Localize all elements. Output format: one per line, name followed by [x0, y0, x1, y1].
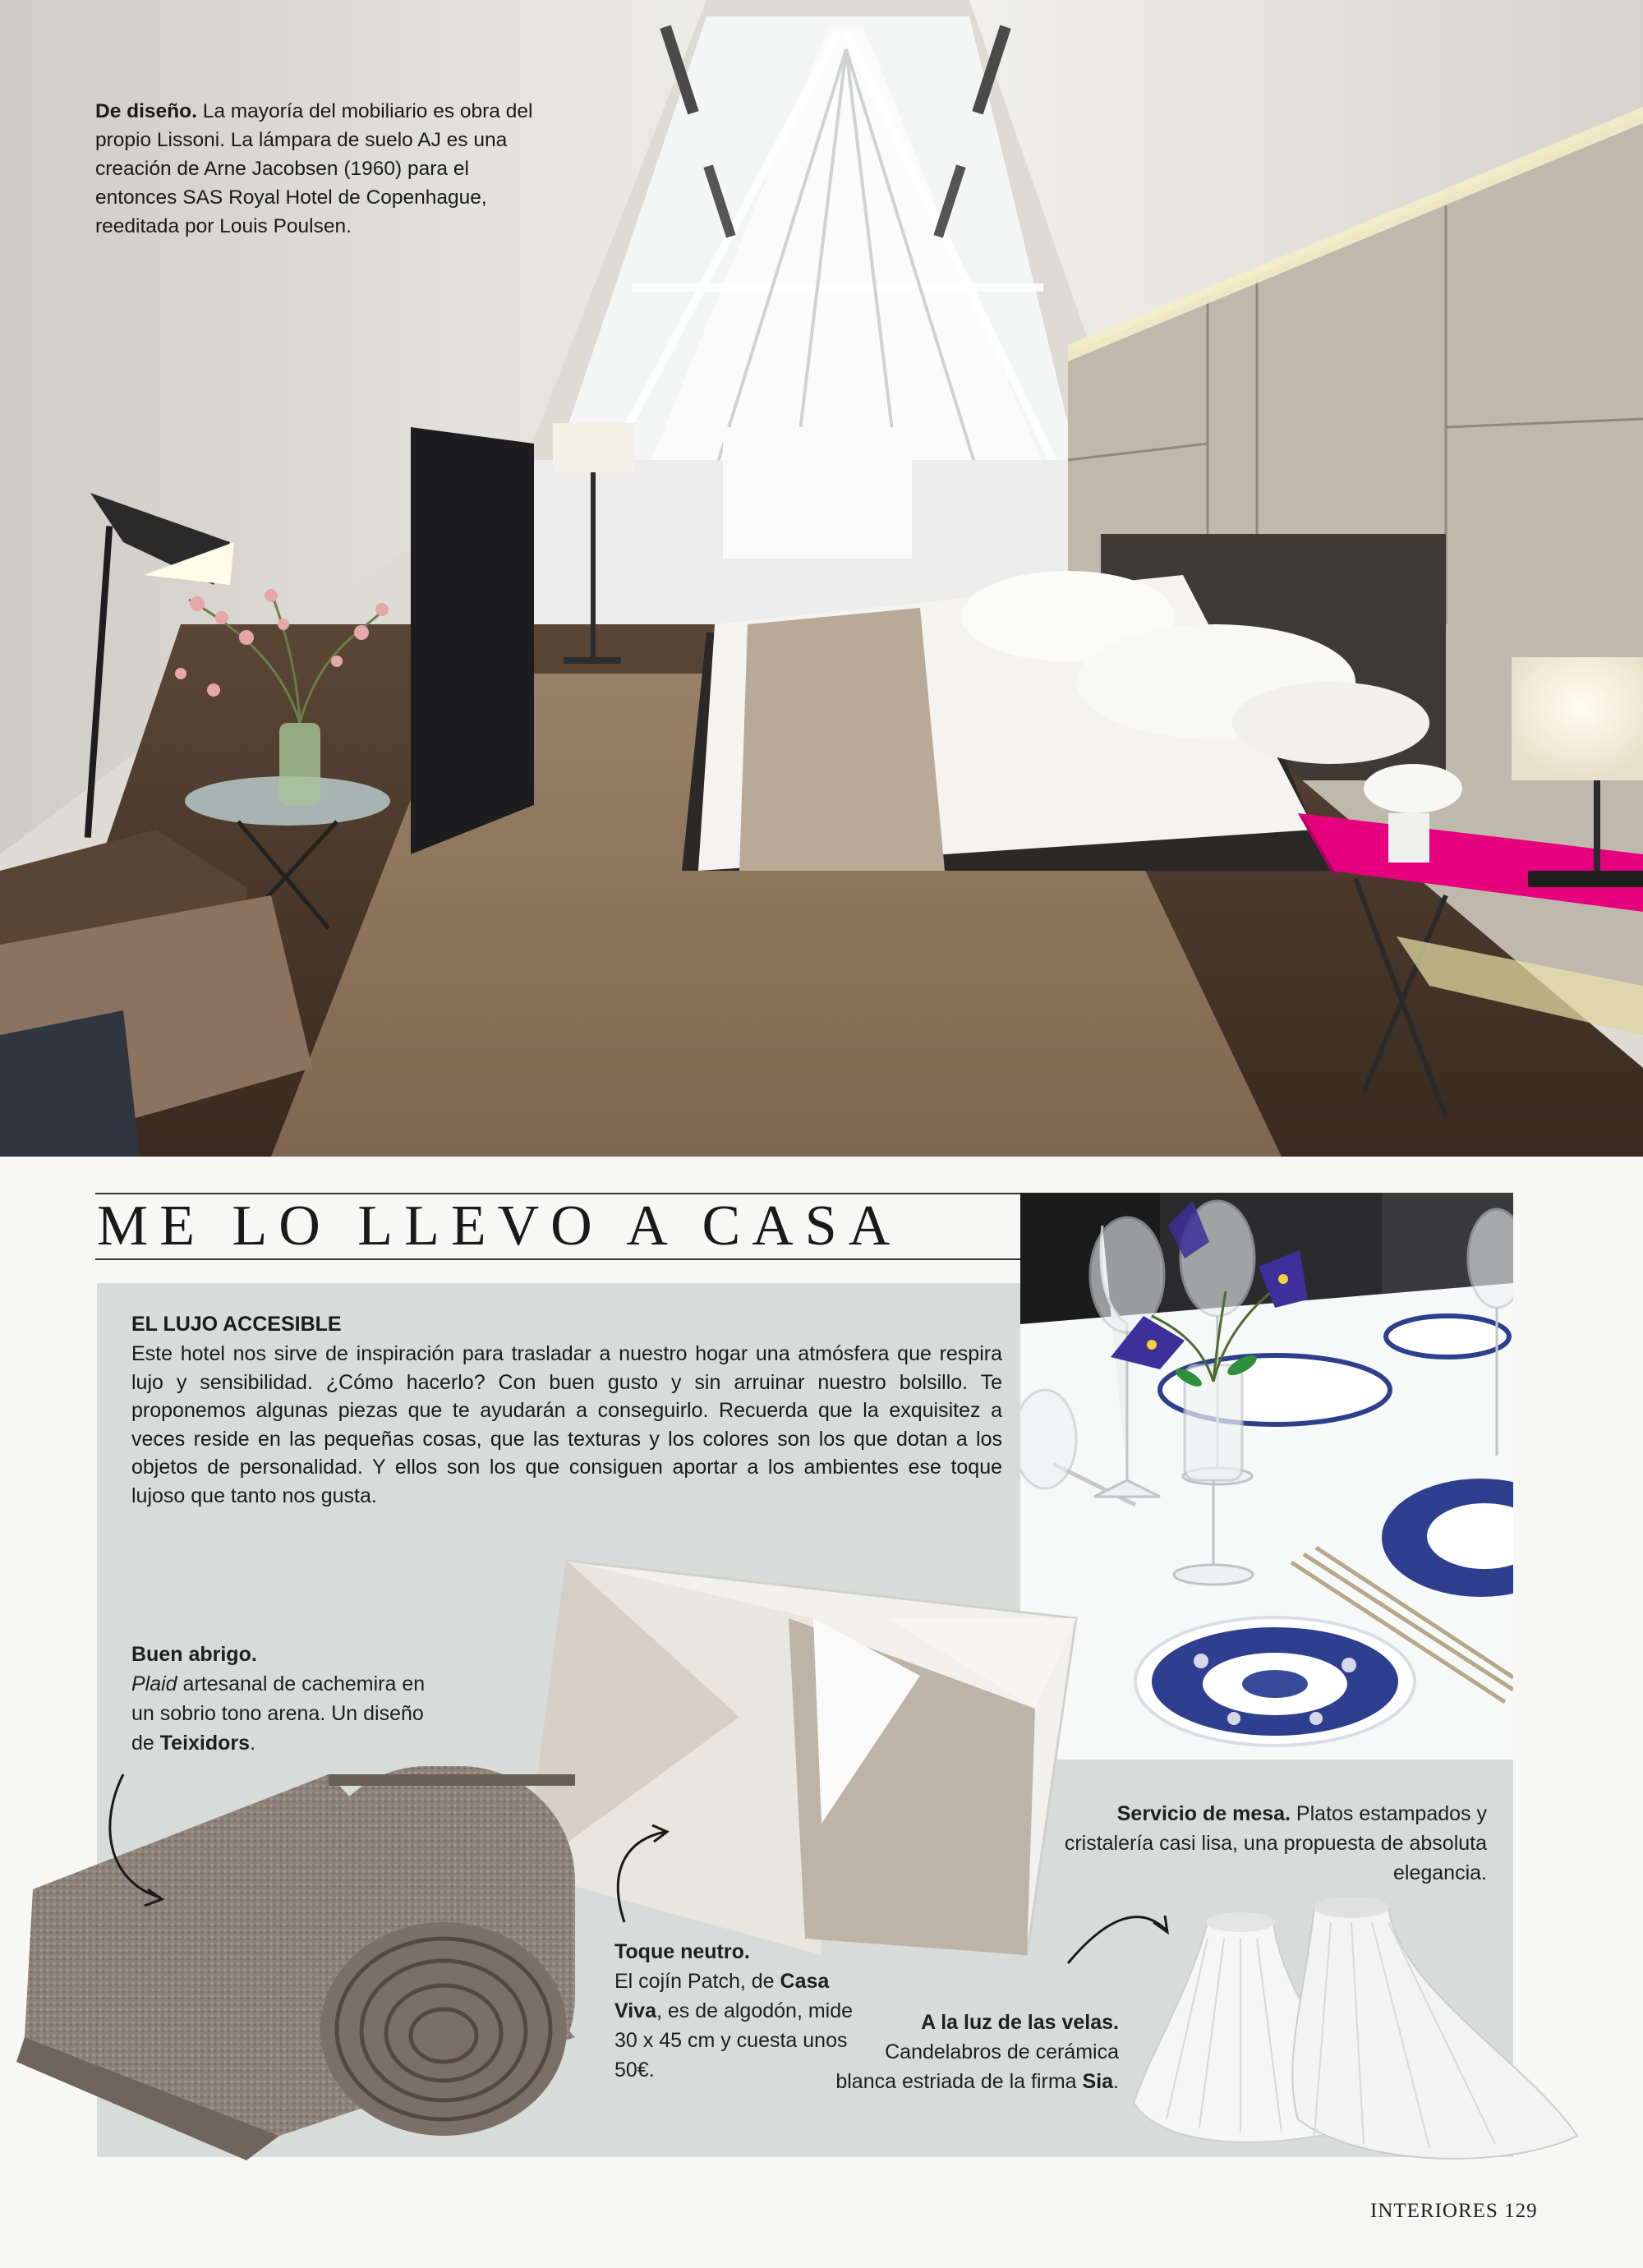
- plaid-illustration: [16, 1766, 575, 2160]
- title-bottom-rule: [95, 1258, 1020, 1260]
- caption-buen-abrigo-italic: Plaid: [131, 1672, 177, 1695]
- caption-buen-abrigo-end: .: [250, 1732, 256, 1755]
- caption-buen-abrigo: [131, 1640, 444, 1758]
- page-folio: [1370, 2200, 1538, 2223]
- page-number: 129: [1504, 2200, 1538, 2222]
- caption-velas-text: Candelabros de cerámica blanca estriada de la firma: [835, 2040, 1119, 2093]
- caption-toque-neutro-brand: Casa Viva: [614, 1970, 830, 2022]
- caption-servicio-text: Platos estampados y cristalería casi lisa, una propuesta de absoluta elegancia.: [1064, 1802, 1487, 1884]
- caption-velas-end: .: [1113, 2070, 1119, 2093]
- caption-toque-neutro-text1: El cojín Patch, de: [614, 1970, 780, 1993]
- intro-heading: EL LUJO ACCESIBLE: [131, 1313, 342, 1336]
- caption-velas-lead: A la luz de las velas.: [921, 2011, 1119, 2034]
- caption-toque-neutro-lead: Toque neutro.: [614, 1940, 750, 1963]
- hero-caption-lead: De diseño.: [95, 100, 197, 122]
- caption-servicio-de-mesa: [1060, 1799, 1487, 1888]
- hero-caption-text: La mayoría del mobiliario es obra del propio Lissoni. La lámpara de suelo AJ es una creación de Arne Jacobsen (1960) para el entonces SAS Royal Hotel de Copenhague, reeditada por Louis Poulsen.: [95, 100, 533, 237]
- candle-holders-illustration: [1134, 1897, 1577, 2159]
- cushion-illustration: [526, 1561, 1076, 1955]
- caption-buen-abrigo-text: artesanal de cachemira en un sobrio tono arena. Un diseño de: [131, 1672, 426, 1755]
- caption-buen-abrigo-lead: Buen abrigo.: [131, 1643, 257, 1666]
- caption-servicio-lead: Servicio de mesa.: [1116, 1802, 1291, 1825]
- caption-toque-neutro-text2: , es de algodón, mide 30 x 45 cm y cuesta unos 50€.: [614, 1999, 854, 2082]
- magazine-name: INTERIORES: [1370, 2200, 1498, 2222]
- section-title: ME LO LLEVO A CASA: [97, 1194, 902, 1258]
- intro-body: Este hotel nos sirve de inspiración para trasladar a nuestro hogar una atmósfera que respira lujo y sensibilidad. ¿Cómo hacerlo? Con buen gusto y sin arruinar nuestro bolsillo. Te proponemos algunas piezas que te ayudarán a conseguirlo. Recuerda que la exquisitez a veces reside en las pequeñas cosas, que las texturas y los colores son los que dotan a los objetos de personalidad. Y ellos son los que consiguen aportar a los ambientes ese toque lujoso que tanto nos gusta.: [131, 1342, 1002, 1507]
- hero-photo-caption: [95, 97, 555, 241]
- caption-luz-de-las-velas: [830, 2008, 1119, 2096]
- caption-toque-neutro: [614, 1937, 861, 2085]
- caption-velas-brand: Sia: [1082, 2070, 1114, 2093]
- caption-buen-abrigo-brand: Teixidors: [159, 1732, 251, 1755]
